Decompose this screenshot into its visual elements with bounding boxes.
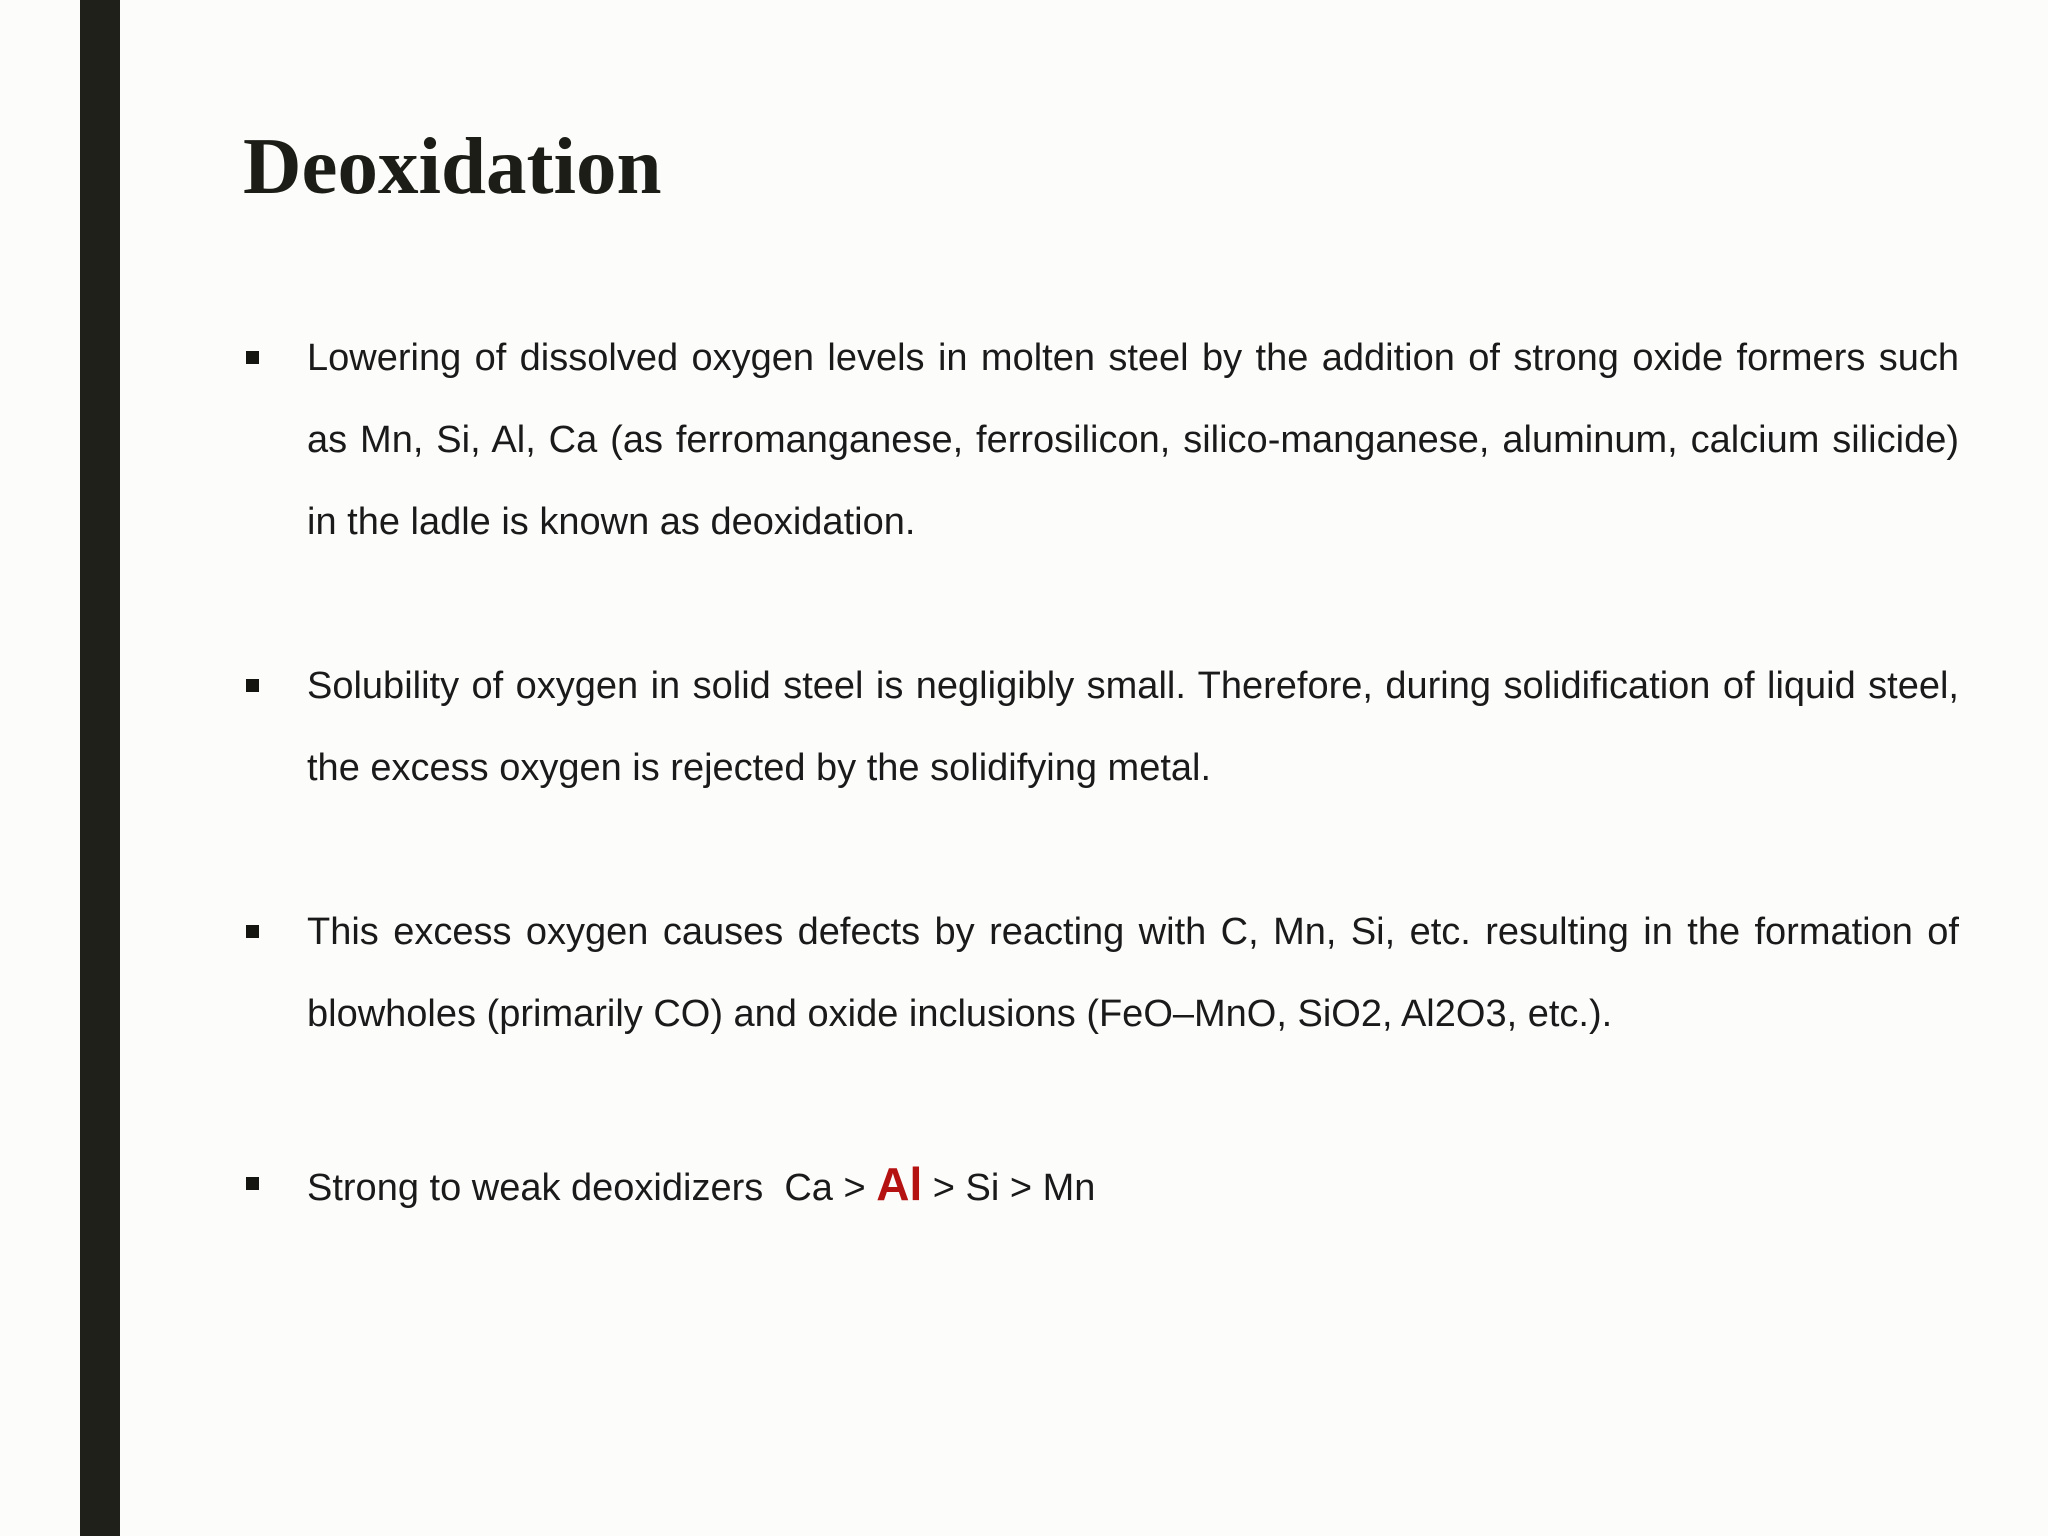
deoxidizer-highlight: Al bbox=[876, 1158, 923, 1210]
deoxidizer-order-prefix: Strong to weak deoxidizers Ca > bbox=[307, 1167, 877, 1209]
square-bullet-icon bbox=[246, 925, 259, 938]
bullet-text: Solubility of oxygen in solid steel is negligibly small. Therefore, during solidification of liquid steel, the excess oxygen is rejected by the solidifying metal. bbox=[307, 665, 1959, 789]
slide-title: Deoxidation bbox=[243, 121, 662, 211]
slide-side-bar bbox=[80, 0, 120, 1536]
bullet-text bbox=[307, 1143, 1959, 1229]
square-bullet-icon bbox=[246, 351, 259, 364]
square-bullet-icon bbox=[246, 679, 259, 692]
bullet-list bbox=[243, 0, 1959, 1536]
deoxidizer-order-suffix: > Si > Mn bbox=[922, 1167, 1096, 1209]
square-bullet-icon bbox=[246, 1177, 259, 1190]
bullet-text: Lowering of dissolved oxygen levels in molten steel by the addition of strong oxide formers such as Mn, Si, Al, Ca (as ferromanganese, ferrosilicon, silico-manganese, aluminum, calcium silicide) in the ladle is known as deoxidation. bbox=[307, 337, 1959, 543]
bullet-text: This excess oxygen causes defects by reacting with C, Mn, Si, etc. resulting in the formation of blowholes (primarily CO) and oxide inclusions (FeO–MnO, SiO2, Al2O3, etc.). bbox=[307, 911, 1959, 1035]
